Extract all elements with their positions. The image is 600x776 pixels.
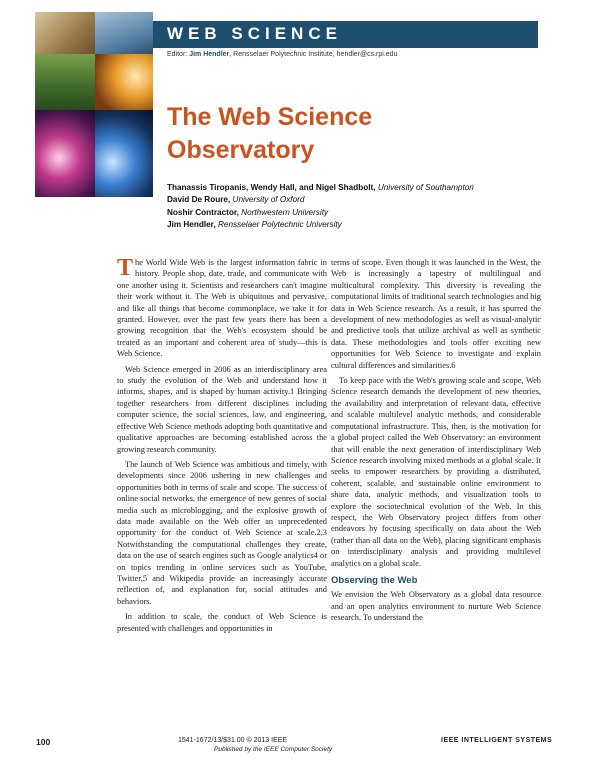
paragraph: We envision the Web Observatory as a global data resource and an open analytics environment to nurture Web Science research. To understand the xyxy=(331,590,541,623)
article-title: The Web Science Observatory xyxy=(167,103,373,164)
mosaic-tile-sky xyxy=(95,12,153,54)
author-line xyxy=(167,182,474,194)
drop-cap: T xyxy=(117,255,134,281)
department-label: WEB SCIENCE xyxy=(167,24,342,43)
paragraph: Web Science emerged in 2006 as an interdisciplinary area to study the evolution of the Web and understand how it informs, shapes, and is shaped by human activity.1 Bringing together researchers from different disciplines including computer science, the social sciences, law, and engineering, effective Web Science methods adopting both quantitative and qualitative approaches are becoming established across the growing research community. xyxy=(117,364,327,454)
page-number: 100 xyxy=(36,737,51,747)
author-affiliation: University of Southampton xyxy=(377,183,474,192)
mosaic-tile-grass xyxy=(35,54,95,110)
author-affiliation: University of Oxford xyxy=(232,195,305,205)
paragraph-text: he World Wide Web is the largest information fabric in history. People shop, date, trade, and communicate with one another using it. Scientists and researchers can't imagine their work without it. The Web is ubiquitous and pervasive, and like all things that become commonplace, we take it for granted. However, over the past few years there has been a growing recognition that the Web's ecosystem should be treated as an important and coherent area of study—this is Web Science. xyxy=(117,258,327,359)
mosaic-tile-sand xyxy=(35,12,95,54)
author-line xyxy=(167,194,474,206)
author-affiliation: Rensselaer Polytechnic University xyxy=(217,219,342,229)
header-image-mosaic xyxy=(35,12,153,197)
paragraph: terms of scope. Even though it was launched in the West, the Web is increasingly a tapestry of multilingual and multicultural complexity. This diversity is revealing the computational limits of traditional search technologies and big data in Web Science research. As a result, it has spurred the development of new methodologies as well as visual-analytic and predictive tools that utilize archival as well as synthetic data. These methodologies and tools offer exciting new opportunities for Web Science to investigate and explain cultural differences and similarities.6 xyxy=(331,258,541,370)
author-names: Jim Hendler, xyxy=(167,219,216,229)
mosaic-tile-earth xyxy=(95,110,153,197)
publisher-line: Published by the IEEE Computer Society xyxy=(214,746,333,753)
mosaic-tile-nebula xyxy=(35,110,95,197)
author-list xyxy=(167,182,474,231)
issn-line: 1541-1672/13/$31.00 © 2013 IEEE xyxy=(178,737,288,744)
section-heading: Observing the Web xyxy=(331,574,418,586)
author-line xyxy=(167,207,474,219)
paragraph: The launch of Web Science was ambitious and timely, with developments since 2006 ushering in new challenges and opportunities both in terms of scale and scope. The success of online social networks, the emergence of new genres of social media such as microblogging, and the explosive growth of data made available on the Web offer an unprecedented opportunity for the conduct of Web Science at scale.2,3 Notwithstanding the computational challenges they create, data on the use of search engines such as Google analytics4 or on topics trending in online services such as YouTube, Twitter,5 and Wikipedia provide an increasingly accurate reflection of, and explanation for, social attitudes and behaviors. xyxy=(117,459,327,606)
editor-affiliation: , Rensselaer Polytechnic Institute, hendler@cs.rpi.edu xyxy=(229,51,398,58)
mosaic-tile-sunset xyxy=(95,54,153,110)
body-column-left xyxy=(117,257,327,638)
editor-prefix: Editor: xyxy=(167,51,188,58)
author-affiliation: Northwestern University xyxy=(241,207,329,217)
author-names: Thanassis Tiropanis, Wendy Hall, and Nigel Shadbolt, xyxy=(167,183,376,192)
author-names: David De Roure, xyxy=(167,195,231,205)
page-footer xyxy=(0,734,600,754)
editor-name: Jim Hendler xyxy=(189,51,230,58)
paragraph xyxy=(117,257,327,360)
author-names: Noshir Contractor, xyxy=(167,207,239,217)
magazine-name: IEEE INTELLIGENT SYSTEMS xyxy=(441,737,553,744)
editor-line xyxy=(167,51,397,58)
paragraph: In addition to scale, the conduct of Web Science is presented with challenges and opportunities in xyxy=(117,612,327,633)
paragraph: To keep pace with the Web's growing scale and scope, Web Science research demands the development of new theories, the availability and interpretation of relevant data, effective and scalable multilevel analytic methods, and considerable computational infrastructure. This, then, is the motivation for a global project called the Web Observatory: an environment that will enable the next generation of interdisciplinary Web Science research involving mixed methods at a global scale. It seeks to empower researchers by providing a distributed, coherent, scalable, and sustainable online environment to share data, analytic methods, and visualization tools to explore the sociotechnical evolution of the Web. In this respect, the Web Observatory project differs from other endeavors by focusing specifically on data about the Web (rather than all data on the Web), placing significant emphasis on interdisciplinary analysis and providing multilevel analytics on a global scale. xyxy=(331,376,541,568)
author-line xyxy=(167,219,474,231)
body-column-right xyxy=(331,257,541,628)
